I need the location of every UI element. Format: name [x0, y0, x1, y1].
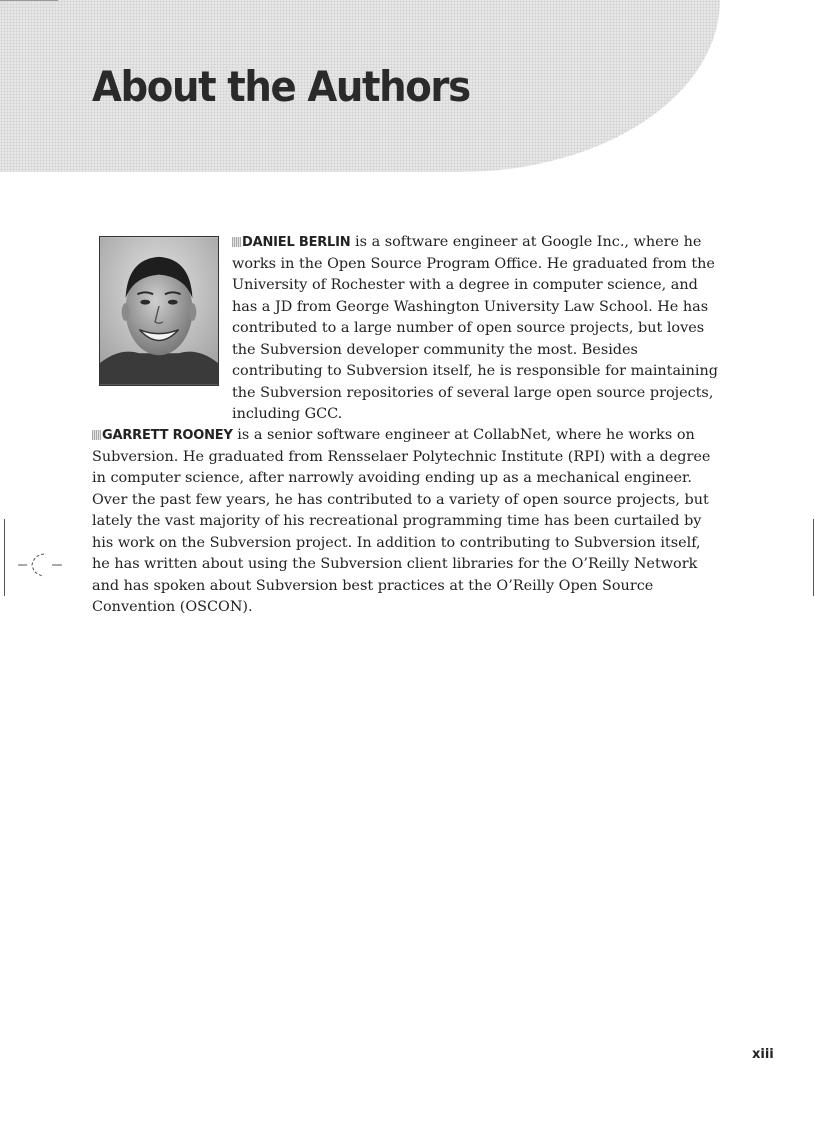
bio-marker-icon — [92, 430, 101, 440]
author-name-daniel-berlin: DANIEL BERLIN — [242, 235, 351, 250]
page-number: xiii — [752, 1047, 774, 1062]
author-name-garrett-rooney: GARRETT ROONEY — [102, 428, 233, 443]
author-bio-text: is a software engineer at Google Inc., where he works in the Open Source Program Office. He graduated from the University of Rochester with a degree in computer science, and has a JD from George Washington University Law School. He has contributed to a large number of open source projects, but loves the Subversion developer community the most. Besides contributing to Subversion itself, he is responsible for maintaining the Subversion repositories of several large open source projects, including GCC. — [232, 234, 718, 422]
crop-mark-icon — [18, 550, 62, 580]
author-photo — [99, 236, 219, 386]
author-photo-icon — [100, 237, 218, 385]
gutter-line-left — [4, 519, 5, 596]
author-bio-text: is a senior software engineer at CollabNet, where he works on Subversion. He graduated from Rensselaer Polytechnic Institute (RPI) with a degree in computer science, after narrowly avoiding ending up as a mechanical engineer. Over the past few years, he has contributed to a variety of open source projects, but lately the vast majority of his recreational programming time has been curtailed by his work on the Subversion project. In addition to contributing to Subversion itself, he has written about using the Subversion client libraries for the O’Reilly Network and has spoken about Subversion best practices at the O’Reilly Open Source Convention (OSCON). — [92, 427, 711, 615]
corner-rule — [0, 0, 58, 1]
bio-marker-icon — [232, 237, 241, 247]
author-bio-garrett-rooney — [92, 425, 720, 619]
gutter-line-right — [813, 519, 814, 596]
page-title: About the Authors — [92, 62, 470, 111]
author-bio-daniel-berlin — [232, 232, 718, 426]
